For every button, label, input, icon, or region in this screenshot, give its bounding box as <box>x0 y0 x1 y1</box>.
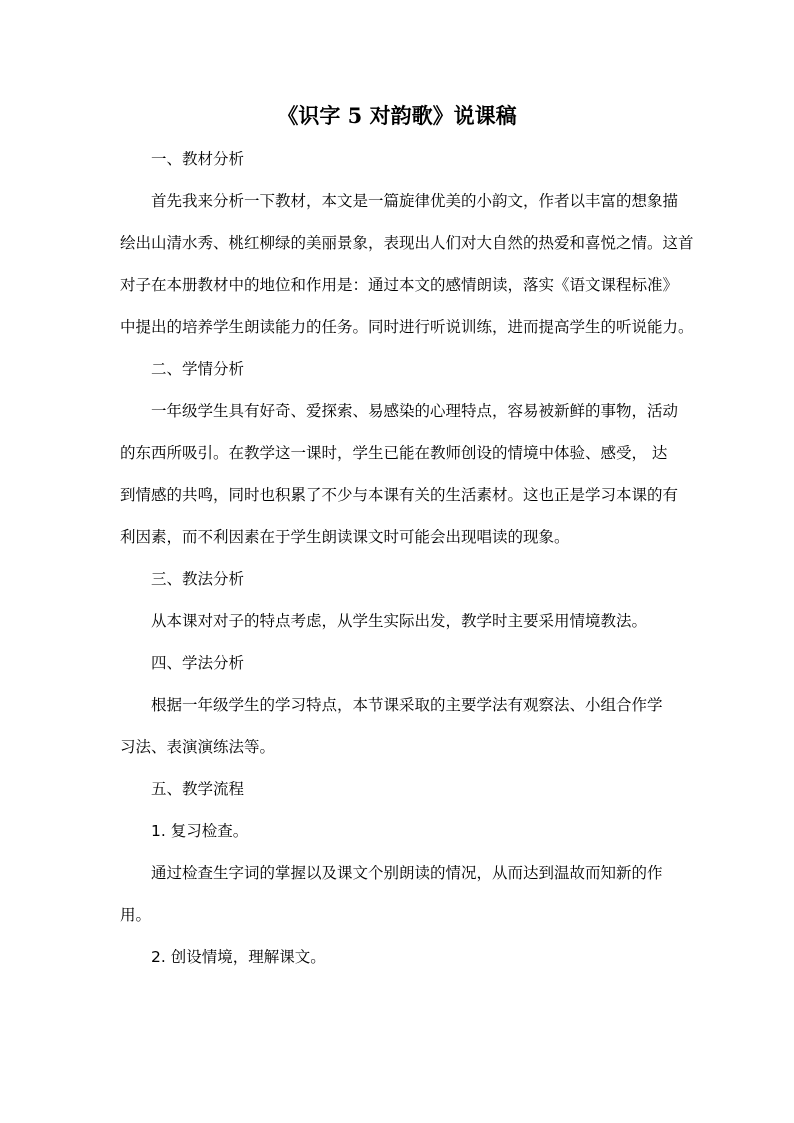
section-heading-teaching-process: 五、教学流程 <box>151 780 245 798</box>
section-heading-learning-method: 四、学法分析 <box>151 654 245 672</box>
paragraph-line: 通过检查生字词的掌握以及课文个别朗读的情况，从而达到温故而知新的作 <box>151 864 663 882</box>
list-item-create-situation: 2. 创设情境，理解课文。 <box>151 948 326 966</box>
paragraph-line: 利因素，而不利因素在于学生朗读课文时可能会出现唱读的现象。 <box>120 528 570 546</box>
section-heading-student-analysis: 二、学情分析 <box>151 360 245 378</box>
paragraph-line: 习法、表演演练法等。 <box>120 738 276 756</box>
paragraph-line: 从本课对对子的特点考虑，从学生实际出发，教学时主要采用情境教法。 <box>151 612 648 630</box>
paragraph-line: 的东西所吸引。在教学这一课时，学生已能在教师创设的情境中体验、感受， 达 <box>120 444 668 462</box>
paragraph-line: 根据一年级学生的学习特点，本节课采取的主要学法有观察法、小组合作学 <box>151 696 663 714</box>
paragraph-line: 对子在本册教材中的地位和作用是：通过本文的感情朗读，落实《语文课程标准》 <box>120 276 679 294</box>
paragraph-line: 用。 <box>120 906 152 924</box>
section-heading-teaching-method: 三、教法分析 <box>151 570 245 588</box>
paragraph-line: 一年级学生具有好奇、爱探索、易感染的心理特点，容易被新鲜的事物，活动 <box>151 402 679 420</box>
document-title: 《识字 5 对韵歌》说课稿 <box>277 103 517 128</box>
paragraph-line: 绘出山清水秀、桃红柳绿的美丽景象，表现出人们对大自然的热爱和喜悦之情。这首 <box>120 234 694 252</box>
paragraph-line: 中提出的培养学生朗读能力的任务。同时进行听说训练，进而提高学生的听说能力。 <box>120 318 694 336</box>
list-item-review: 1. 复习检查。 <box>151 822 249 840</box>
section-heading-textbook-analysis: 一、教材分析 <box>151 150 245 168</box>
paragraph-line: 首先我来分析一下教材，本文是一篇旋律优美的小韵文，作者以丰富的想象描 <box>151 192 679 210</box>
paragraph-line: 到情感的共鸣，同时也积累了不少与本课有关的生活素材。这也正是学习本课的有 <box>120 486 679 504</box>
